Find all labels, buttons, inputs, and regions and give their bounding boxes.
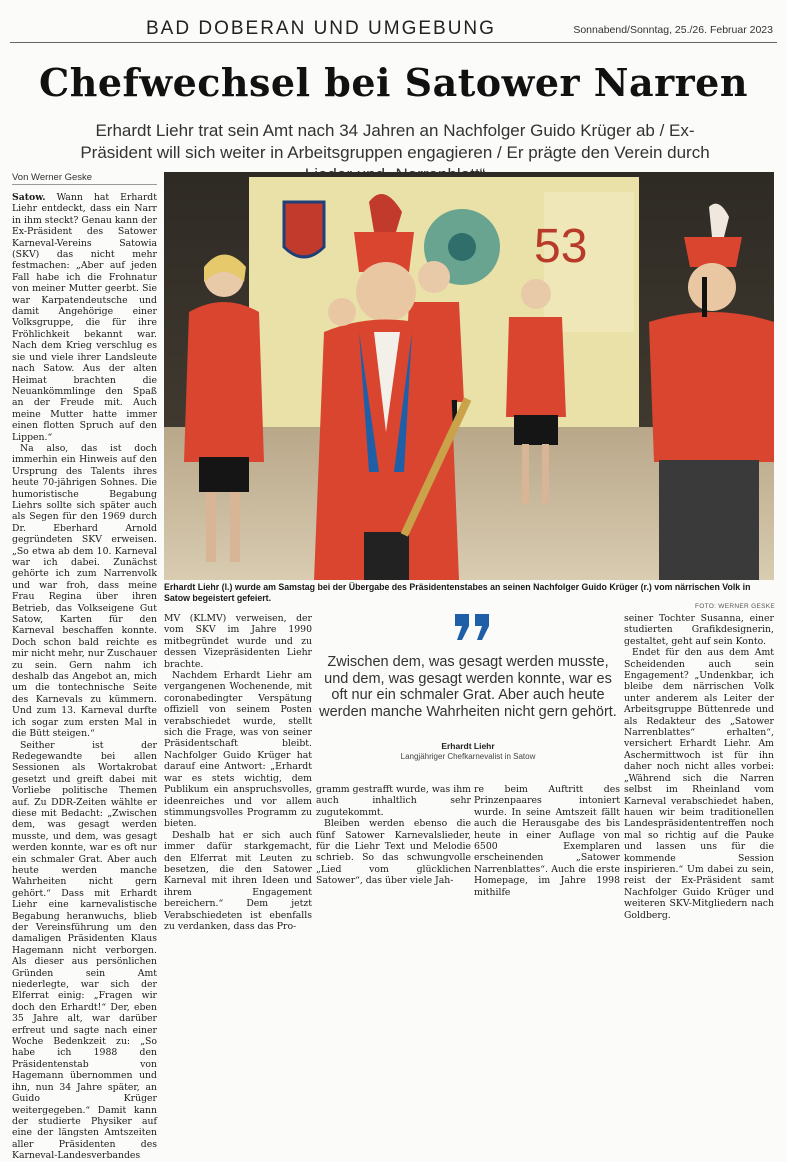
quote-mark-icon <box>453 612 493 642</box>
article-column-5 <box>624 613 774 921</box>
article-paragraph: Deshalb hat er sich auch immer dafür starkgemacht, den Elferrat mit Leuten zu besetzen, die den Satower Karneval mit ihren Ideen und ihrem Engagement bereichern.“ Dem jetzt Verabschiedeten ist ebenfalls zu verdanken, dass das Pro- <box>164 829 312 932</box>
photo-credit: FOTO: WERNER GESKE <box>694 603 775 610</box>
dateline: Satow. <box>12 192 46 203</box>
byline: Von Werner Geske <box>12 172 93 183</box>
article-column-4 <box>474 784 620 898</box>
article-photo <box>164 172 774 580</box>
article-paragraph: Nachdem Erhardt Liehr am vergangenen Wochenende, mit coronabedingter Verspätung offiziell von seinem Posten verabschiedet wurde, stellt sich die Frage, was von seiner Präsidentschaft bleibt. Nachfolger Guido Krüger hat darauf eine Antwort: „Erhardt war es stets wichtig, dem Publikum ein anspruchsvolles, ideenreiches und vor allem stimmungsvolles Programm zu bieten. <box>164 670 312 830</box>
header-rule <box>10 42 777 43</box>
stage-number: 53 <box>534 220 588 273</box>
pull-quote-role: Langjähriger Chefkarnevalist in Satow <box>400 752 536 761</box>
paragraph-text: Wann hat Erhardt Liehr entdeckt, dass ein Narr in ihm steckt? Genau kann der Ex-Präsident des Satower Karneval-Vereins Satowia (SKV) das nicht mehr festmachen: „Aber auf jeden Fall habe ich die Frohnatur von meiner Mutter geerbt. Sie war Karpatendeutsche und damit Angehörige einer Volksgruppe, die für ihre Fröhlichkeit bekannt war. Nach dem Krieg verschlug es sie und viele ihrer Landsleute nach Satow. Aus der alten Heimat brachten die Neuankömmlinge den Spaß an der Freude mit. Auch meine Mutter hatte immer einen flotten Spruch auf den Lippen.“ <box>12 192 157 443</box>
pull-quote-author: Erhardt Liehr <box>441 741 495 751</box>
article-paragraph: gramm gestrafft wurde, was ihm auch inhaltlich sehr zugutekommt. <box>316 784 471 818</box>
article-column-2 <box>164 613 312 932</box>
section-title: BAD DOBERAN UND UMGEBUNG <box>146 18 496 39</box>
photo-caption: Erhardt Liehr (l.) wurde am Samstag bei der Übergabe des Präsidentenstabes an seinen Nachfolger Guido Krüger (r.) vom närrischen Volk in Satow begeistert gefeiert. <box>164 582 751 603</box>
article-paragraph: re beim Auftritt des Prinzenpaares intoniert wurde. In seine Amtszeit fällt auch die Herausgabe des bis heute in einer Auflage von 6500 Exemplaren erscheinenden „Satower Narrenblattes“. Auch die erste Homepage, im Jahre 1998 mithilfe <box>474 784 620 898</box>
article-paragraph: MV (KLMV) verweisen, der vom SKV im Jahre 1990 mitbegründet wurde und zu dessen Vizepräsidenten Liehr brachte. <box>164 613 312 670</box>
article-paragraph: Na also, das ist doch immerhin ein Hinweis auf den Ursprung des Talents ihres heute 70-jährigen Sohnes. Die humoristische Begabung Liehrs sollte sich später auch als Segen für den 1969 durch Dr. Eberhard Arnold gegründeten SKV erweisen. „So etwa ab dem 10. Karneval war ich dabei. Zunächst gehörte ich zum Narrenvolk und war froh, dass meine Frau Regina über ihren Betrieb, das Volkseigene Gut Satow, Karten für den Karneval beschaffen konnte. Doch schon bald reichte es mir nicht mehr, nur Zuschauer zu sein. Gern nahm ich deshalb das Angebot an, mich um die tontechnische Seite des Karnevals zu kümmern. Und zum 13. Karneval durfte ich sogar zum ersten Mal in die Bütt steigen.“ <box>12 442 157 740</box>
microphone-icon <box>702 277 707 317</box>
subheadline: Erhardt Liehr trat sein Amt nach 34 Jahren an Nachfolger Guido Krüger ab / Ex-Präsident will sich weiter in Arbeitsgruppen engagieren / Er prägte den Verein durch <box>80 121 710 162</box>
article-paragraph: Seither ist der Redegewandte bei allen Sessionen als Wortakrobat gesetzt und greift dabei mit Vorliebe politische Themen auf. Zu DDR-Zeiten wählte er diese mit Bedacht: „Zwischen dem, was gesagt werden musste, und dem, was gesagt werden konnte, war es oft nur ein schmaler Grat. Aber auch heute werden manche Wahrheiten nicht gern gehört.“ Dass mit Erhardt Liehr eine karnevalistische Begabung heranwuchs, blieb der Vereinsführung um den damaligen Präsidenten Klaus Hagemann nicht verborgen. Als dieser aus persönlichen Gründen sein Amt niederlegte, war sich der Elferrat einig: „Fragen wir doch den Erhardt!“ Der, eben 35 Jahre alt, war darüber erfreut und sagte nach einer Woche Bedenkzeit zu: „So habe ich 1988 den Präsidentenstab von Hagemann übernommen und ihn, nun 34 Jahre später, an Guido Krüger weitergegeben.“ Damit kann der studierte Physiker auf eine der längsten Amtszeiten aller Präsidenten des Karneval-Landesverbandes <box>12 739 157 1162</box>
byline-rule <box>12 184 157 185</box>
article-column-1 <box>12 192 157 1162</box>
stage-photo-illustration <box>164 172 774 580</box>
article-paragraph: Bleiben werden ebenso die fünf Satower Karnevalslieder, für die Liehr Text und Melodie schrieb. So das schwungvolle „Lied vom glücklichen Satower“, das über viele Jah- <box>316 818 471 887</box>
article-paragraph: seiner Tochter Susanna, einer studierten Grafikdesignerin, gestaltet, geht auf sein Konto. <box>624 613 774 647</box>
article-column-3 <box>316 784 471 887</box>
pull-quote: Zwischen dem, was gesagt werden musste, und dem, was gesagt werden konnte, war es oft nur ein schmaler Grat. Aber auch heute werden manche Wahrheiten nicht gern gehört. <box>319 654 617 720</box>
club-shield-icon <box>284 202 324 257</box>
issue-date: Sonnabend/Sonntag, 25./26. Februar 2023 <box>573 24 773 36</box>
article-paragraph: Endet für den aus dem Amt Scheidenden auch sein Engagement? „Undenkbar, ich bleibe dem närrischen Volk unter anderem als Leiter der Arbeitsgruppe Büttenrede und als Redakteur des „Satower Narrenblattes“ erhalten“, versichert Erhardt Liehr. Am Aschermittwoch ist für ihn daher noch nicht alles vorbei: „Während sich die Narren selbst im Rheinland vom Karneval verabschiedet haben, hauen wir beim traditionellen Landespräsidententreffen noch mal so richtig auf die Pauke und lassen uns für die kommende Session inspirieren.“ Um dabei zu sein, reist der Ex-Präsident samt Nachfolger Guido Krüger und weiteren SKV-Mitgliedern nach Goldberg. <box>624 647 774 921</box>
headline: Chefwechsel bei Satower Narren <box>38 60 748 105</box>
article-paragraph <box>12 192 157 443</box>
